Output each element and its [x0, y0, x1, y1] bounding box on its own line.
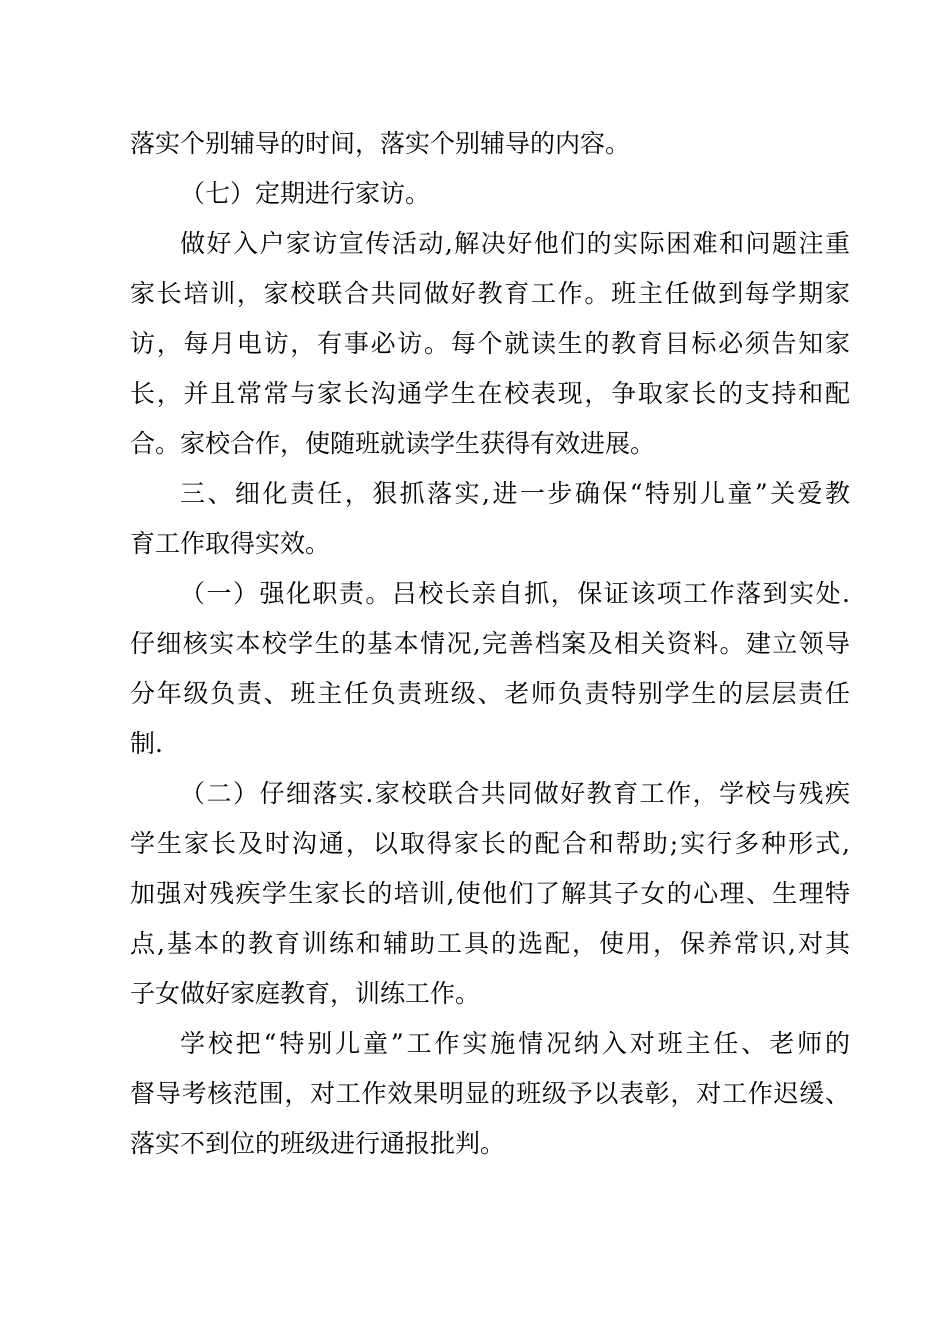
- text-line: 制.: [130, 729, 163, 758]
- text-line: 学生家长及时沟通，以取得家长的配合和帮助;实行多种形式,: [130, 829, 850, 858]
- section-heading: 三、细化责任，狠抓落实,进一步确保“特别儿童”关爱教: [180, 479, 850, 508]
- text-line: （一）强化职责。吕校长亲自抓，保证该项工作落到实处.: [180, 579, 850, 608]
- text-line: 督导考核范围，对工作效果明显的班级予以表彰，对工作迟缓、: [130, 1079, 850, 1108]
- text-line: 家长培训，家校联合共同做好教育工作。班主任做到每学期家: [130, 279, 850, 308]
- text-line: （二）仔细落实.家校联合共同做好教育工作，学校与残疾: [180, 779, 850, 808]
- text-line: 合。家校合作，使随班就读学生获得有效进展。: [130, 429, 656, 458]
- text-line: 做好入户家访宣传活动,解决好他们的实际困难和问题注重: [180, 229, 850, 258]
- text-line: 分年级负责、班主任负责班级、老师负责特别学生的层层责任: [130, 679, 850, 708]
- section-heading: 育工作取得实效。: [130, 529, 331, 558]
- section-heading: （七）定期进行家访。: [180, 179, 431, 208]
- text-line: 加强对残疾学生家长的培训,使他们了解其子女的心理、生理特: [130, 879, 850, 908]
- text-line: 落实不到位的班级进行通报批判。: [130, 1129, 506, 1158]
- text-line: 长，并且常常与家长沟通学生在校表现，争取家长的支持和配: [130, 379, 850, 408]
- text-line: 访，每月电访，有事必访。每个就读生的教育目标必须告知家: [130, 329, 850, 358]
- text-line: 落实个别辅导的时间，落实个别辅导的内容。: [130, 129, 631, 158]
- text-line: 子女做好家庭教育，训练工作。: [130, 979, 481, 1008]
- text-line: 仔细核实本校学生的基本情况,完善档案及相关资料。建立领导: [130, 629, 850, 658]
- text-line: 学校把“特别儿童”工作实施情况纳入对班主任、老师的: [180, 1029, 850, 1058]
- text-line: 点,基本的教育训练和辅助工具的选配，使用，保养常识,对其: [130, 929, 850, 958]
